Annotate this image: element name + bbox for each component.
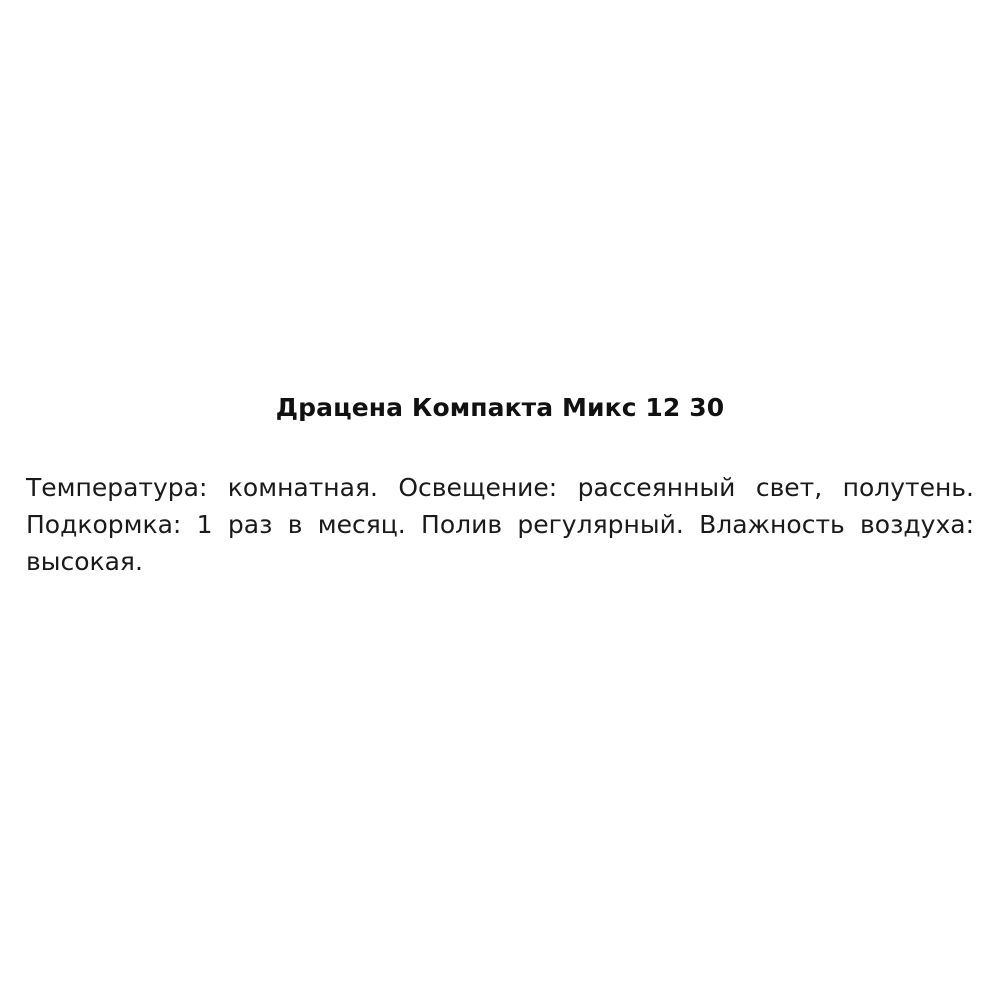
- page-title: Драцена Компакта Микс 12 30: [275, 393, 725, 422]
- care-instructions-text: Температура: комнатная. Освещение: рассеянный свет, полутень. Подкормка: 1 раз в месяц. Полив регулярный. Влажность воздуха: высокая.: [26, 472, 974, 576]
- product-info-block: [0, 392, 1000, 580]
